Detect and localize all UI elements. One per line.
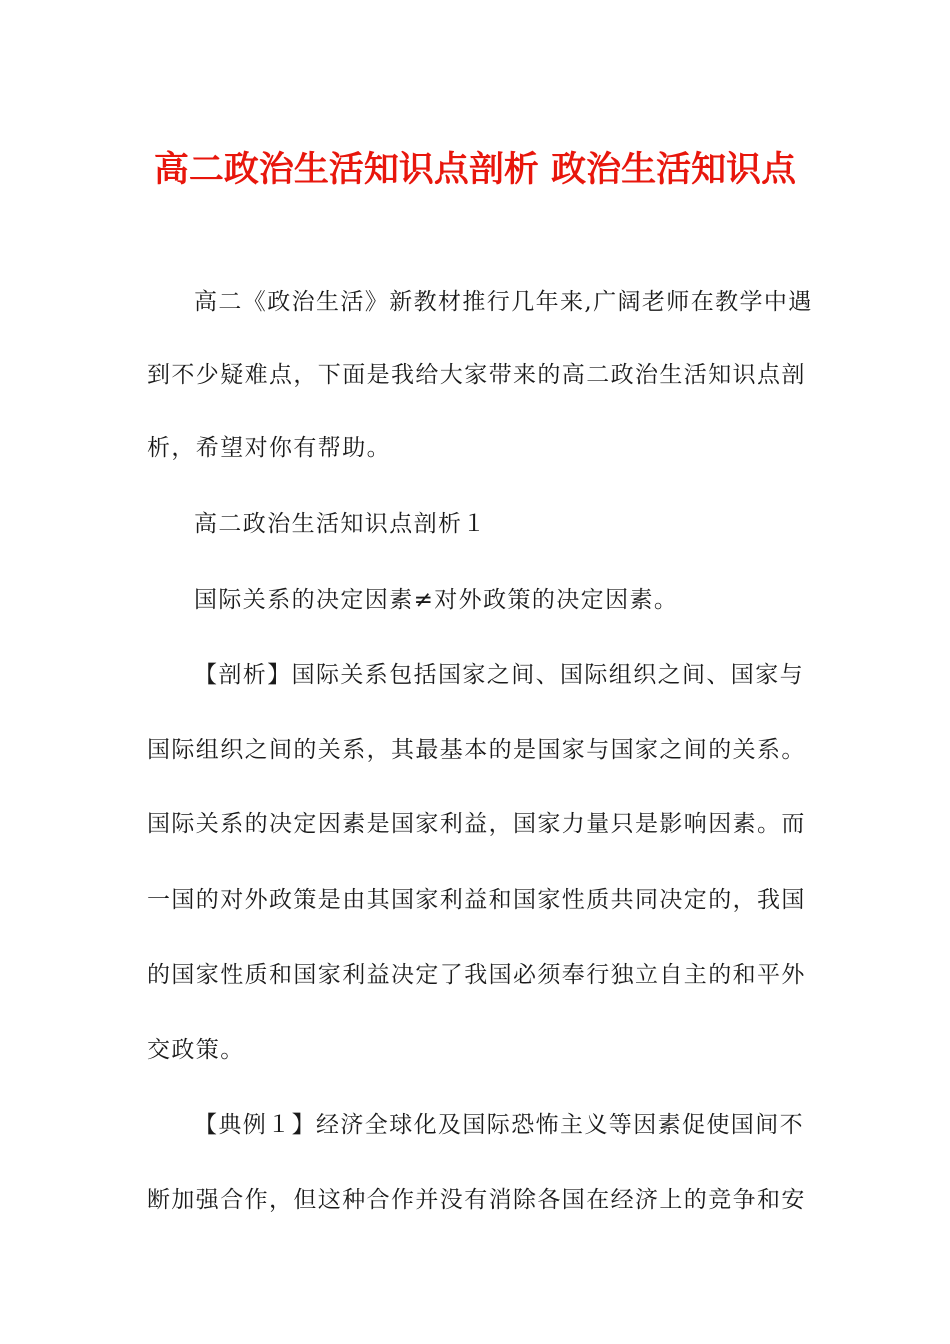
paragraph-line: 的国家性质和国家利益决定了我国必须奉行独立自主的和平外: [147, 962, 806, 988]
document-title: 高二政治生活知识点剖析 政治生活知识点: [153, 150, 797, 190]
section-heading: 高二政治生活知识点剖析１: [194, 511, 487, 537]
paragraph-line: 国际关系的决定因素是国家利益，国家力量只是影响因素。而: [147, 811, 806, 837]
paragraph-line: 【典例１】经济全球化及国际恐怖主义等因素促使国间不: [194, 1112, 804, 1138]
paragraph-line: 高二《政治生活》新教材推行几年来,广阔老师在教学中遇: [194, 289, 813, 315]
paragraph-line: 国际组织之间的关系，其最基本的是国家与国家之间的关系。: [147, 737, 806, 763]
paragraph-line: 一国的对外政策是由其国家利益和国家性质共同决定的，我国: [147, 887, 806, 913]
paragraph-line: 【剖析】国际关系包括国家之间、国际组织之间、国家与: [194, 662, 804, 688]
paragraph-line: 国际关系的决定因素≠对外政策的决定因素。: [194, 587, 679, 613]
paragraph-line: 交政策。: [147, 1037, 245, 1063]
paragraph-line: 断加强合作，但这种合作并没有消除各国在经济上的竞争和安: [147, 1187, 806, 1213]
paragraph-line: 到不少疑难点，下面是我给大家带来的高二政治生活知识点剖: [147, 362, 806, 388]
paragraph-line: 析，希望对你有帮助。: [147, 435, 391, 461]
